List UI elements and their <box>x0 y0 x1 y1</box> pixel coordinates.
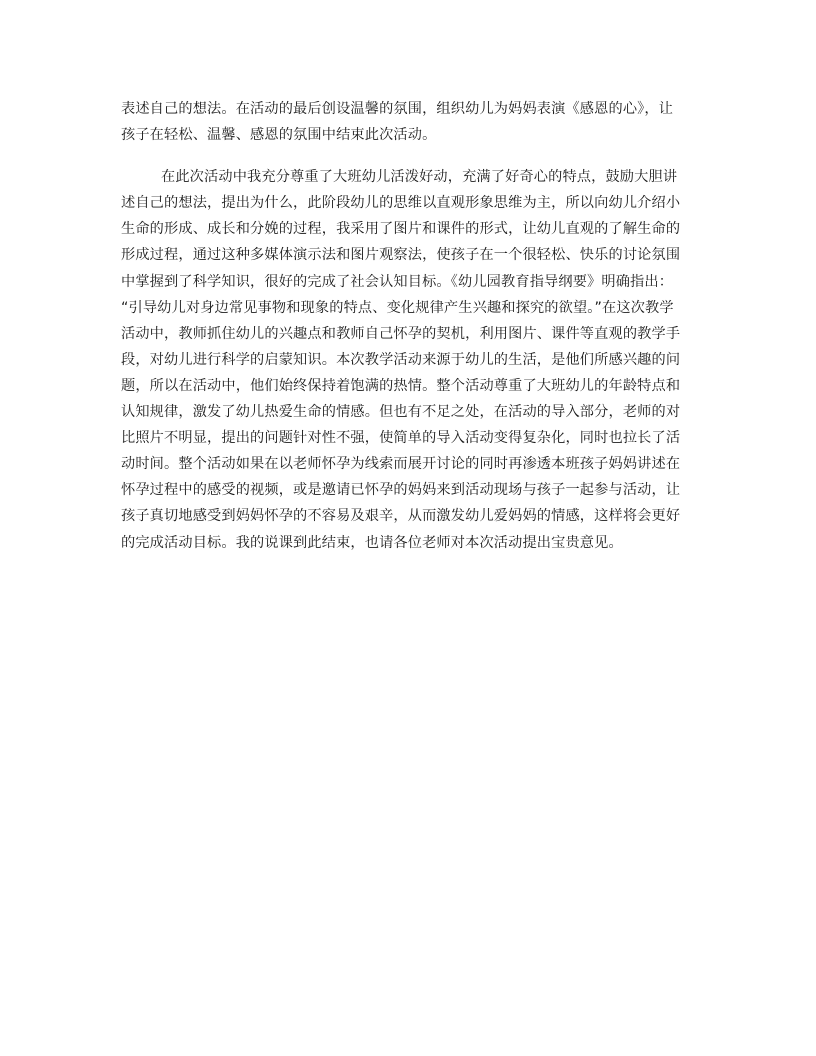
paragraph-line: 怀孕过程中的感受的视频，或是邀请已怀孕的妈妈来到活动现场与孩子一起参与活动，让 <box>121 482 681 499</box>
paragraph-line: 在此次活动中我充分尊重了大班幼儿活泼好动，充满了好奇心的特点，鼓励大胆讲 <box>161 169 678 186</box>
document-body <box>121 96 696 556</box>
paragraph-line: 的完成活动目标。我的说课到此结束，也请各位老师对本次活动提出宝贵意见。 <box>121 534 623 551</box>
paragraph-line: 中掌握到了科学知识，很好的完成了社会认知目标。《幼儿园教育指导纲要》明确指出： <box>121 273 674 290</box>
paragraph-line: 认知规律，激发了幼儿热爱生命的情感。但也有不足之处，在活动的导入部分，老师的对 <box>121 404 681 421</box>
paragraph-line: 题，所以在活动中，他们始终保持着饱满的热情。整个活动尊重了大班幼儿的年龄特点和 <box>121 377 681 394</box>
paragraph-line: 述自己的想法，提出为什么，此阶段幼儿的思维以直观形象思维为主，所以向幼儿介绍小 <box>121 195 681 212</box>
paragraph-line: 比照片不明显，提出的问题针对性不强，使简单的导入活动变得复杂化，同时也拉长了活 <box>121 430 681 447</box>
paragraph-line: 活动中，教师抓住幼儿的兴趣点和教师自己怀孕的契机，利用图片、课件等直观的教学手 <box>121 325 681 342</box>
paragraph-1 <box>121 96 696 148</box>
paragraph-line: “引导幼儿对身边常见事物和现象的特点、变化规律产生兴趣和探究的欲望。”在这次教学 <box>121 299 674 316</box>
paragraph-line: 孩子真切地感受到妈妈怀孕的不容易及艰辛，从而激发幼儿爱妈妈的情感，这样将会更好 <box>121 508 681 525</box>
paragraph-line: 形成过程，通过这种多媒体演示法和图片观察法，使孩子在一个很轻松、快乐的讨论氛围 <box>121 247 681 264</box>
paragraph-line: 表述自己的想法。在活动的最后创设温馨的氛围，组织幼儿为妈妈表演《感恩的心》，让 <box>121 101 674 117</box>
paragraph-line: 生命的形成、成长和分娩的过程，我采用了图片和课件的形式，让幼儿直观的了解生命的 <box>121 221 681 238</box>
paragraph-2 <box>121 164 696 555</box>
paragraph-line: 段，对幼儿进行科学的启蒙知识。本次教学活动来源于幼儿的生活，是他们所感兴趣的问 <box>121 351 681 368</box>
paragraph-line: 动时间。整个活动如果在以老师怀孕为线索而展开讨论的同时再渗透本班孩子妈妈讲述在 <box>121 456 681 473</box>
paragraph-line: 孩子在轻松、温馨、感恩的氛围中结束此次活动。 <box>121 127 437 144</box>
